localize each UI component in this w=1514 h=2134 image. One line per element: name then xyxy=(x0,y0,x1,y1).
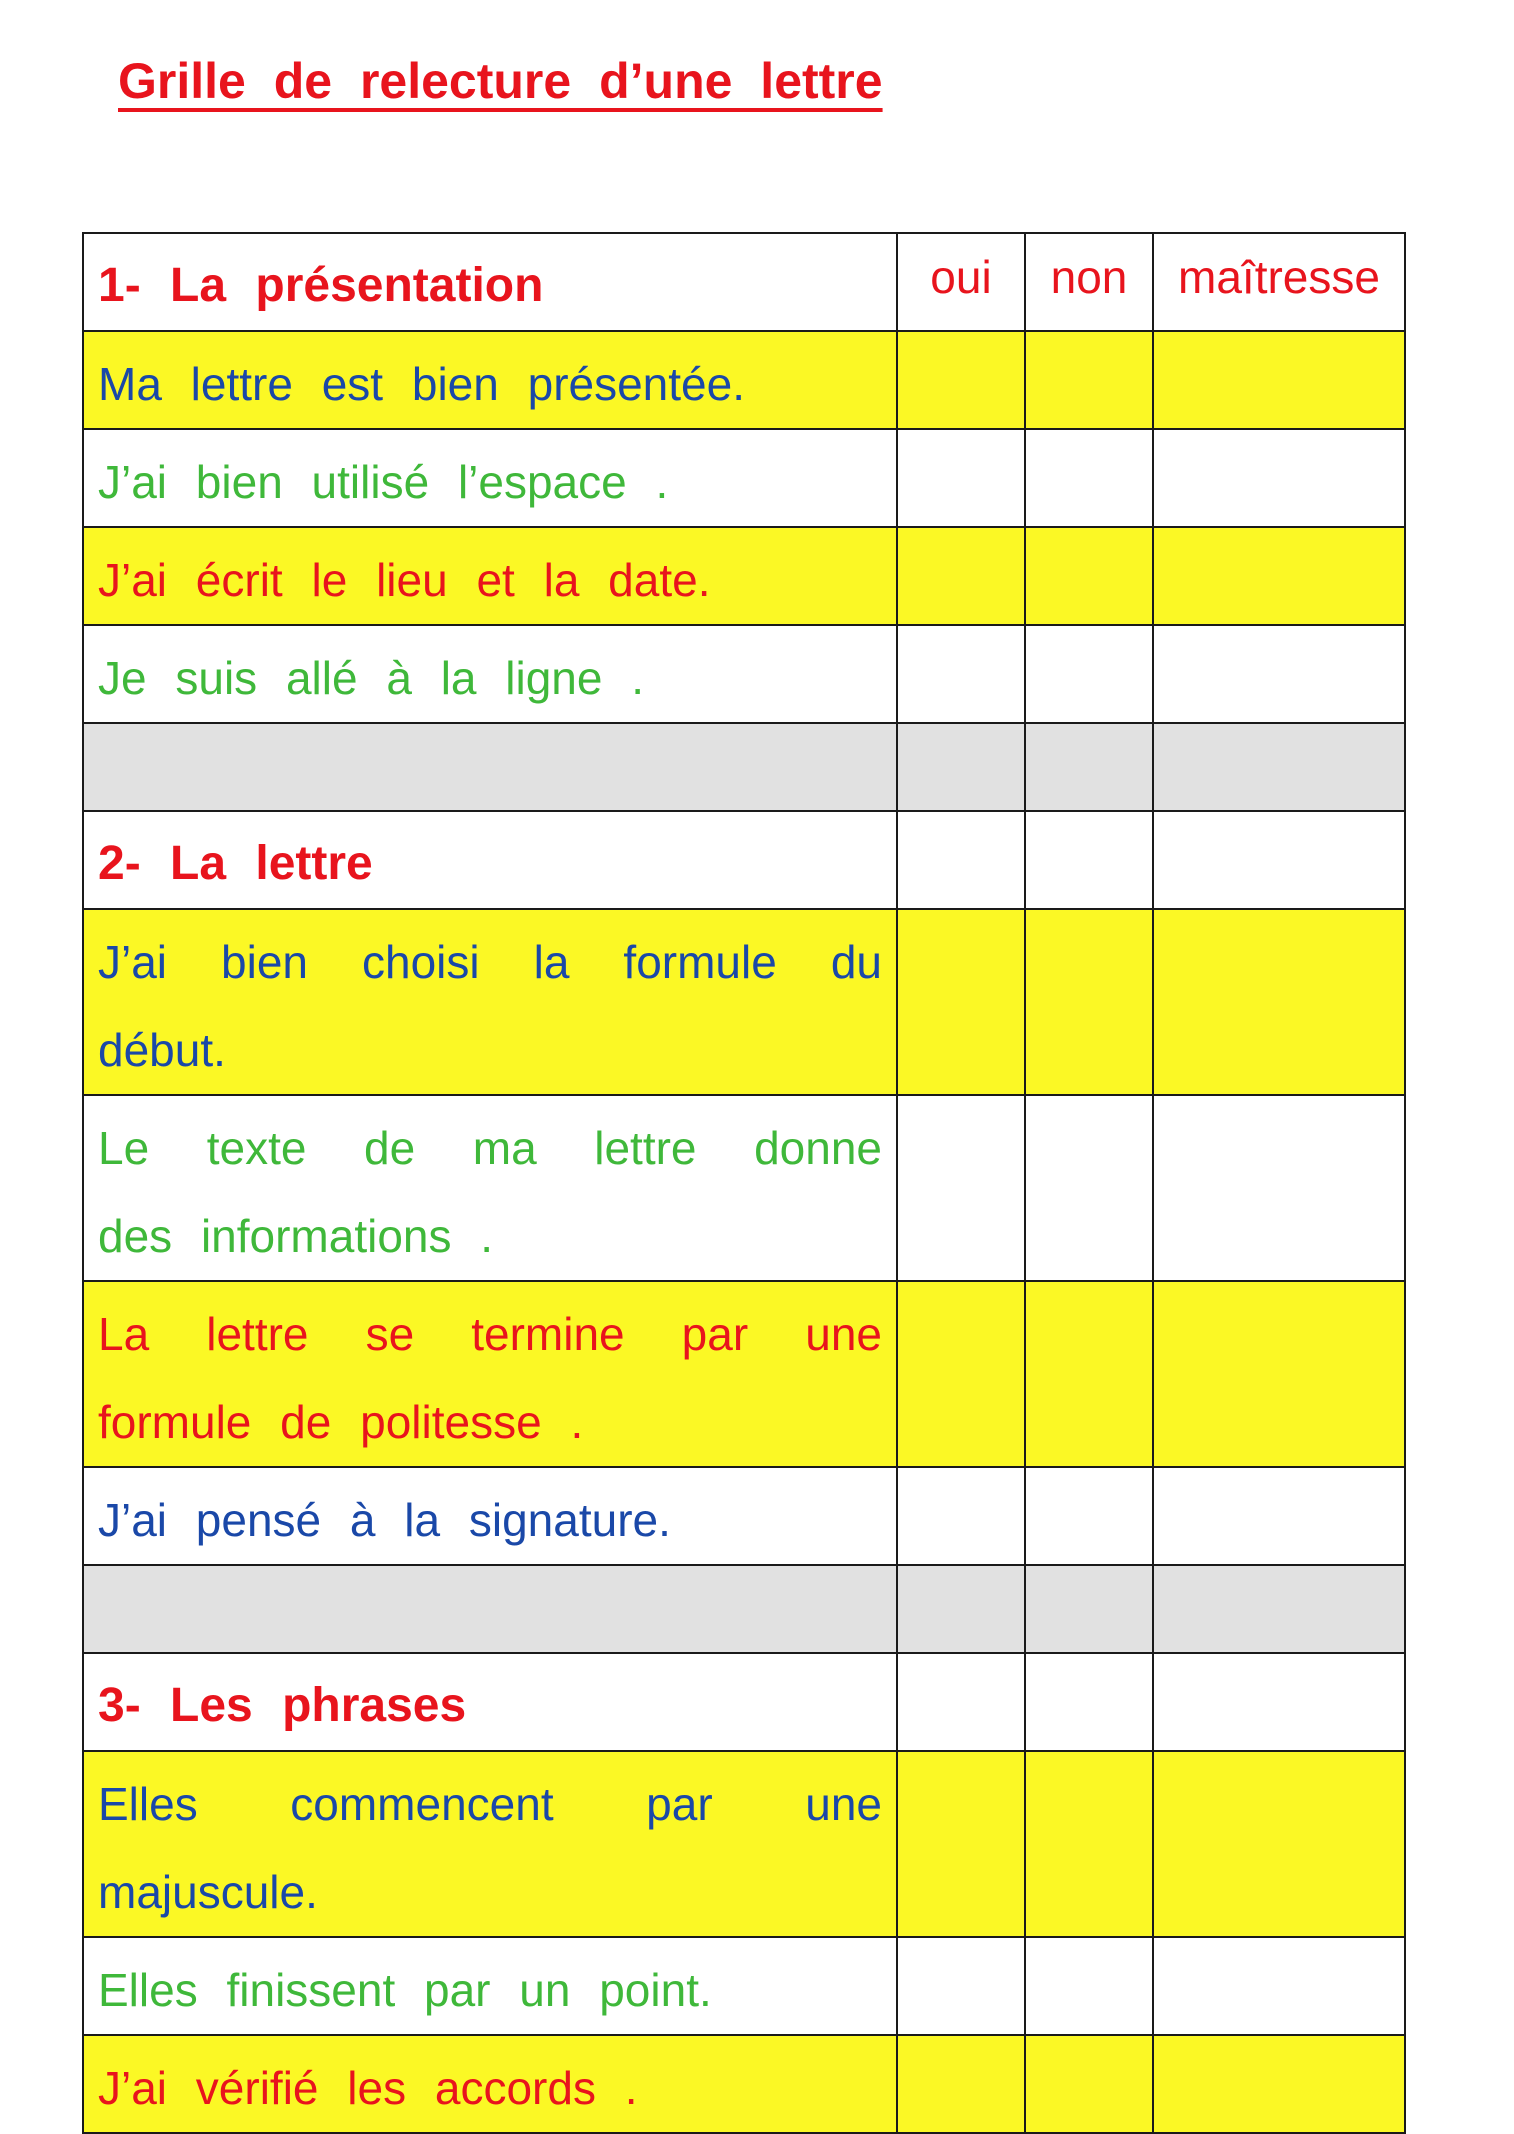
non-cell[interactable] xyxy=(1025,331,1153,429)
non-cell[interactable] xyxy=(1025,1751,1153,1937)
criterion-text xyxy=(84,910,896,1094)
oui-cell[interactable] xyxy=(897,1937,1025,2035)
non-cell[interactable] xyxy=(1025,1467,1153,1565)
criterion-line-2: formule de politesse . xyxy=(98,1396,584,1448)
oui-cell[interactable] xyxy=(897,331,1025,429)
separator-row xyxy=(83,723,1405,811)
maitresse-cell[interactable] xyxy=(1153,2035,1405,2133)
criterion-text: Je suis allé à la ligne . xyxy=(98,652,645,704)
criterion-line-2: des informations . xyxy=(98,1210,494,1262)
section-header-lettre xyxy=(83,811,1405,909)
maitresse-cell[interactable] xyxy=(1153,625,1405,723)
table-row xyxy=(83,331,1405,429)
maitresse-cell[interactable] xyxy=(1153,1095,1405,1281)
oui-cell[interactable] xyxy=(897,1467,1025,1565)
maitresse-cell[interactable] xyxy=(1153,1937,1405,2035)
table-row xyxy=(83,1937,1405,2035)
section-header-presentation xyxy=(83,233,1405,331)
non-cell[interactable] xyxy=(1025,2035,1153,2133)
oui-cell[interactable] xyxy=(897,1751,1025,1937)
non-cell[interactable] xyxy=(1025,1095,1153,1281)
criterion-line-1: Elles commencent par une xyxy=(98,1778,882,1830)
maitresse-cell[interactable] xyxy=(1153,1751,1405,1937)
page-title: Grille de relecture d’une lettre xyxy=(118,53,883,109)
criterion-line-2: début. xyxy=(98,1024,226,1076)
oui-cell[interactable] xyxy=(897,909,1025,1095)
checklist-table xyxy=(82,232,1406,2134)
criterion-text: J’ai vérifié les accords . xyxy=(98,2062,638,2114)
oui-cell[interactable] xyxy=(897,527,1025,625)
criterion-text: Elles finissent par un point. xyxy=(98,1964,712,2016)
section-heading: 3- Les phrases xyxy=(98,1679,467,1732)
separator-row xyxy=(83,1565,1405,1653)
table-row xyxy=(83,1467,1405,1565)
maitresse-cell[interactable] xyxy=(1153,331,1405,429)
criterion-line-1: La lettre se termine par une xyxy=(98,1308,882,1360)
table-row xyxy=(83,909,1405,1095)
non-cell[interactable] xyxy=(1025,1937,1153,2035)
oui-cell[interactable] xyxy=(897,625,1025,723)
oui-cell[interactable] xyxy=(897,1095,1025,1281)
oui-cell[interactable] xyxy=(897,429,1025,527)
maitresse-cell[interactable] xyxy=(1153,909,1405,1095)
non-cell[interactable] xyxy=(1025,527,1153,625)
criterion-text xyxy=(84,1282,896,1466)
criterion-text: J’ai écrit le lieu et la date. xyxy=(98,554,711,606)
table-row xyxy=(83,1751,1405,1937)
column-header-oui: oui xyxy=(930,251,992,303)
non-cell[interactable] xyxy=(1025,625,1153,723)
criterion-line-1: J’ai bien choisi la formule du xyxy=(98,936,882,988)
oui-cell[interactable] xyxy=(897,1281,1025,1467)
criterion-line-1: Le texte de ma lettre donne xyxy=(98,1122,882,1174)
maitresse-cell[interactable] xyxy=(1153,1281,1405,1467)
criterion-text: Ma lettre est bien présentée. xyxy=(98,358,745,410)
maitresse-cell[interactable] xyxy=(1153,429,1405,527)
criterion-text xyxy=(84,1752,896,1936)
table-row xyxy=(83,527,1405,625)
criterion-text: J’ai pensé à la signature. xyxy=(98,1494,671,1546)
column-header-maitresse: maîtresse xyxy=(1178,251,1380,303)
maitresse-cell[interactable] xyxy=(1153,1467,1405,1565)
maitresse-cell[interactable] xyxy=(1153,527,1405,625)
non-cell[interactable] xyxy=(1025,1281,1153,1467)
oui-cell[interactable] xyxy=(897,2035,1025,2133)
column-header-non: non xyxy=(1050,251,1128,303)
criterion-line-2: majuscule. xyxy=(98,1866,318,1918)
table-row xyxy=(83,2035,1405,2133)
criterion-text: J’ai bien utilisé l’espace . xyxy=(98,456,669,508)
non-cell[interactable] xyxy=(1025,429,1153,527)
section-heading: 2- La lettre xyxy=(98,837,373,890)
criterion-text xyxy=(84,1096,896,1280)
table-row xyxy=(83,429,1405,527)
table-row xyxy=(83,625,1405,723)
non-cell[interactable] xyxy=(1025,909,1153,1095)
section-header-phrases xyxy=(83,1653,1405,1751)
table-row xyxy=(83,1281,1405,1467)
section-heading: 1- La présentation xyxy=(98,259,544,312)
table-row xyxy=(83,1095,1405,1281)
